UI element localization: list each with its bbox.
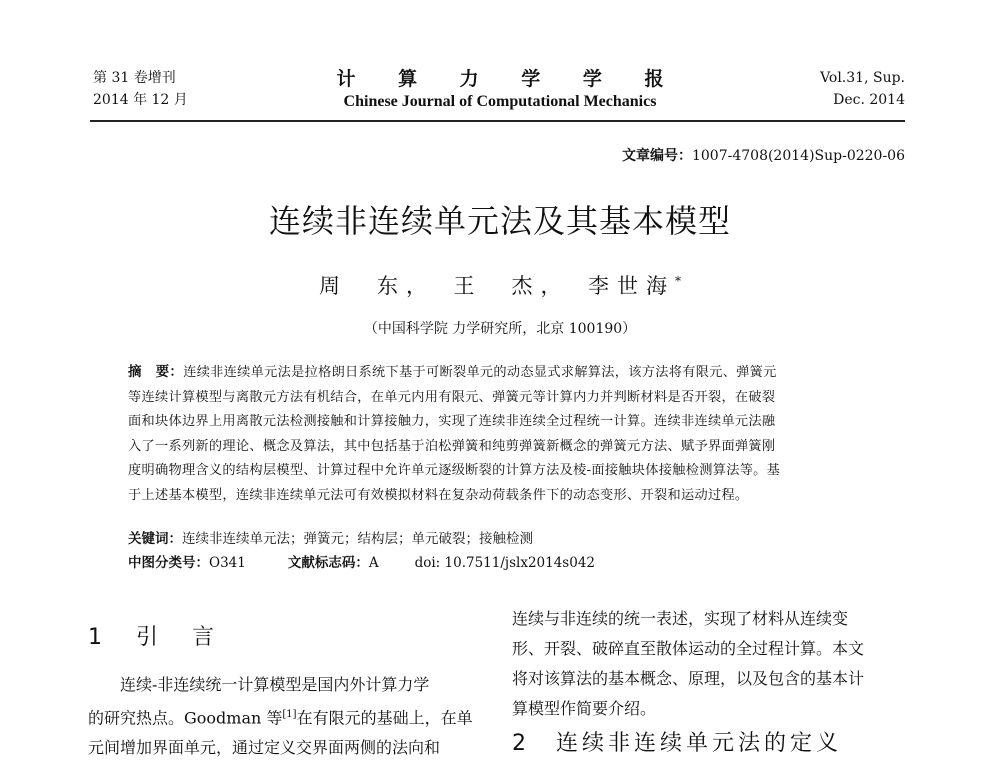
header-rule [90,120,905,122]
clc-label: 中图分类号： [128,555,209,571]
corresponding-author-mark: * [675,274,681,288]
doi-label: doi: [414,555,441,571]
document-code-label: 文献标志码： [287,555,369,571]
journal-title-en: Chinese Journal of Computational Mechanics [343,93,657,110]
abstract-label: 摘 要： [128,364,184,380]
right-column-body [512,604,864,724]
article-number-label: 文章编号： [621,148,692,164]
abstract-line [128,360,868,386]
volume-en: Vol.31, Sup. [820,70,905,86]
body-text: 的研究热点。Goodman 等 [88,708,283,728]
author-names: 周 东， 王 杰， 李世海 [319,274,675,298]
body-text: 在有限元的基础上，在单 [296,708,473,728]
body-line: 算模型作简要介绍。 [512,699,657,718]
volume-info-en [820,67,905,111]
issue-date-cn: 2014 年 12 月 [93,92,188,108]
clc-value: O341 [209,555,246,571]
body-line: 将对该算法的基本概念、原理，以及包含的基本计 [512,669,865,688]
keywords-label: 关键词： [128,531,182,547]
section-2-heading: 2 连续非连续单元法的定义 [512,731,842,756]
abstract [128,360,868,509]
citation-ref: [1] [282,709,297,720]
section-1-body [88,670,473,763]
abstract-line: 于上述基本模型，连续非连续单元法可有效模拟材料在复杂动荷载条件下的动态变形、开裂和运动过程。 [128,487,749,503]
volume-issue: 第 31 卷增刊 [93,70,176,86]
article-number [622,145,905,165]
section-1-heading: 1 引 言 [88,625,220,650]
body-line: 连续与非连续的统一表述，实现了材料从连续变 [512,609,849,628]
body-line: 元间增加界面单元，通过定义交界面两侧的法向和 [88,738,441,758]
author-list [0,270,1000,300]
abstract-line: 面和块体边界上用离散元法检测接触和计算接触力，实现了连续非连续全过程统一计算。连续非连续单元法融 [128,414,776,430]
abstract-text: 连续非连续单元法是拉格朗日系统下基于可断裂单元的动态显式求解算法，该方法将有限元、弹簧元 [183,365,777,380]
abstract-line: 入了一系列新的理论、概念及算法，其中包括基于泊松弹簧和纯剪弹簧新概念的弹簧元方法、赋予界面弹簧刚 [128,438,776,454]
keywords [128,528,533,550]
abstract-line: 等连续计算模型与离散元方法有机结合，在单元内用有限元、弹簧元等计算内力并判断材料是否开裂，在破裂 [128,389,776,405]
classification-line [128,552,595,574]
body-line [88,700,473,733]
body-line: 形、开裂、破碎直至散体运动的全过程计算。本文 [512,639,865,658]
abstract-line: 度明确物理含义的结构层模型、计算过程中允许单元逐级断裂的计算方法及棱-面接触块体接触检测算法等。基 [128,463,781,479]
article-number-value: 1007-4708(2014)Sup-0220-06 [691,148,905,164]
journal-title-cn: 计 算 力 学 学 报 [336,68,682,90]
document-code-value: A [368,555,379,571]
affiliation: （中国科学院 力学研究所，北京 100190） [363,321,637,337]
body-line: 连续-非连续统一计算模型是国内外计算力学 [120,675,430,694]
keywords-value: 连续非连续单元法；弹簧元；结构层；单元破裂；接触检测 [182,531,533,547]
issue-date-en: Dec. 2014 [833,92,905,108]
paper-title: 连续非连续单元法及其基本模型 [268,202,731,240]
doi-value: 10.7511/jslx2014s042 [444,555,596,571]
